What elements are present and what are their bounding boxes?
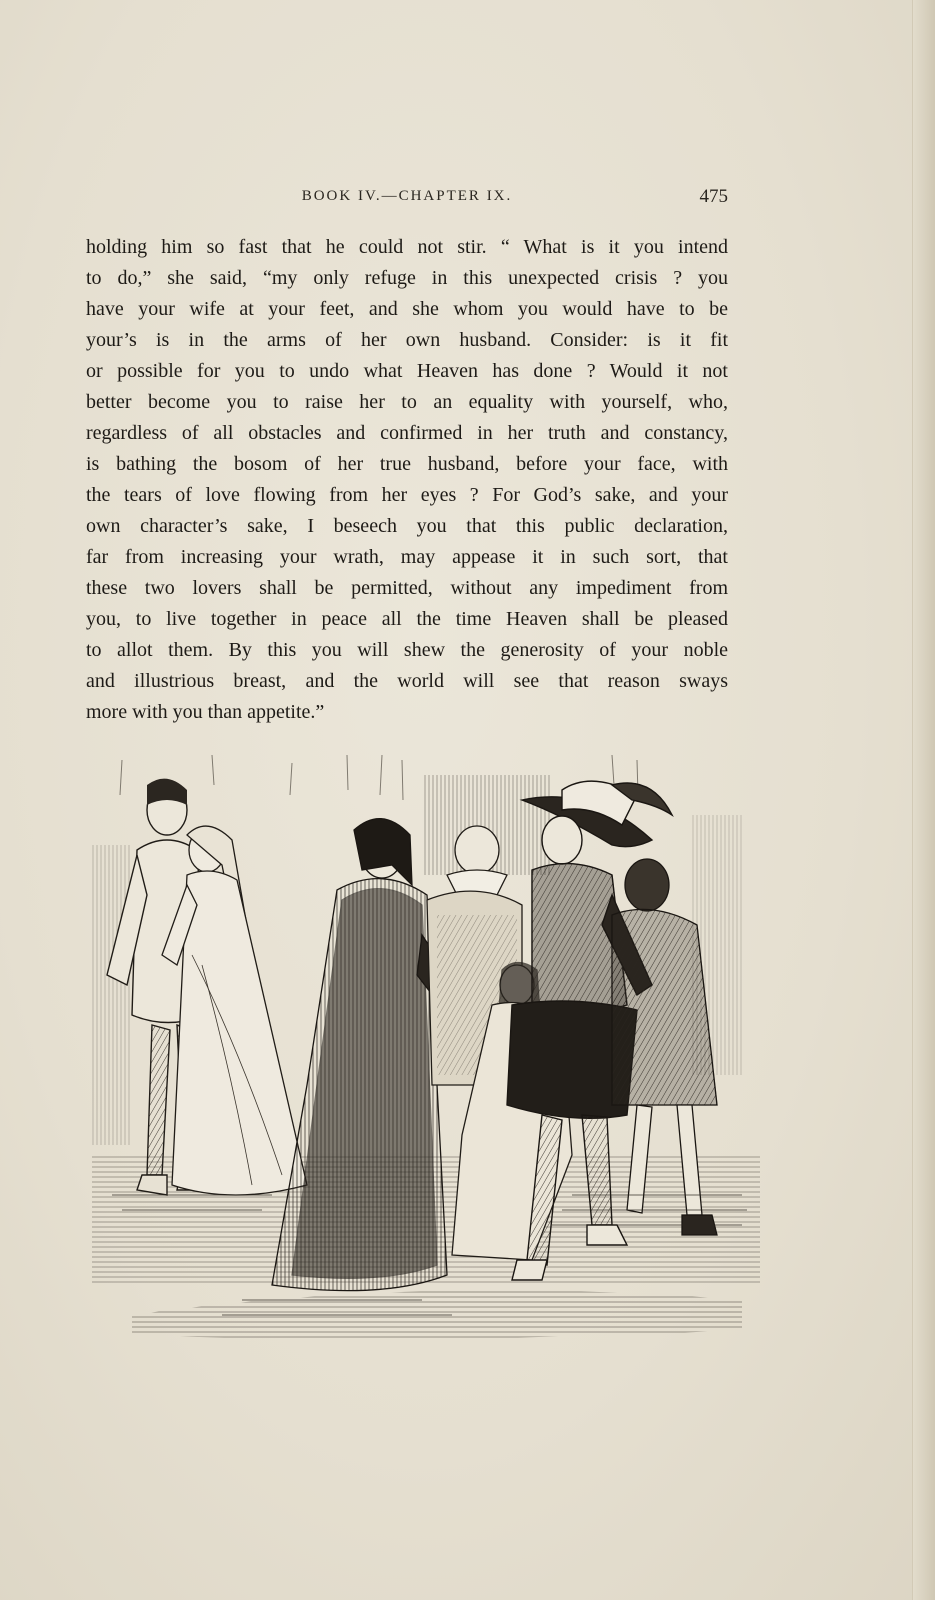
- engraving-illustration: [92, 755, 760, 1350]
- text-line: your’s is in the arms of her own husband. Consider: is it fit: [86, 329, 728, 351]
- text-line: far from increasing your wrath, may appease it in such sort, that: [86, 546, 728, 568]
- text-line: the tears of love flowing from her eyes ? For God’s sake, and your: [86, 484, 728, 506]
- text-line: holding him so fast that he could not stir. “ What is it you intend: [86, 236, 728, 258]
- text-line: more with you than appetite.”: [86, 701, 325, 723]
- text-line: have your wife at your feet, and she whom you would have to be: [86, 298, 728, 320]
- running-title: BOOK IV.—CHAPTER IX.: [301, 188, 513, 204]
- page-edge: [912, 0, 935, 1600]
- text-line: you, to live together in peace all the time Heaven shall be pleased: [86, 608, 728, 630]
- text-line: and illustrious breast, and the world will see that reason sways: [86, 670, 728, 692]
- body-text: [86, 232, 728, 728]
- text-line: or possible for you to undo what Heaven has done ? Would it not: [86, 360, 728, 382]
- running-head: [86, 186, 728, 212]
- text-line: better become you to raise her to an equality with yourself, who,: [86, 391, 728, 413]
- text-line: to do,” she said, “my only refuge in this unexpected crisis ? you: [86, 267, 728, 289]
- text-line: regardless of all obstacles and confirmed in her truth and constancy,: [86, 422, 728, 444]
- text-line: these two lovers shall be permitted, without any impediment from: [86, 577, 728, 599]
- page-number: 475: [699, 186, 728, 207]
- text-line: own character’s sake, I beseech you that this public declaration,: [86, 515, 728, 537]
- engraving-figures-icon: [92, 755, 760, 1350]
- text-line: is bathing the bosom of her true husband, before your face, with: [86, 453, 728, 475]
- text-line: to allot them. By this you will shew the generosity of your noble: [86, 639, 728, 661]
